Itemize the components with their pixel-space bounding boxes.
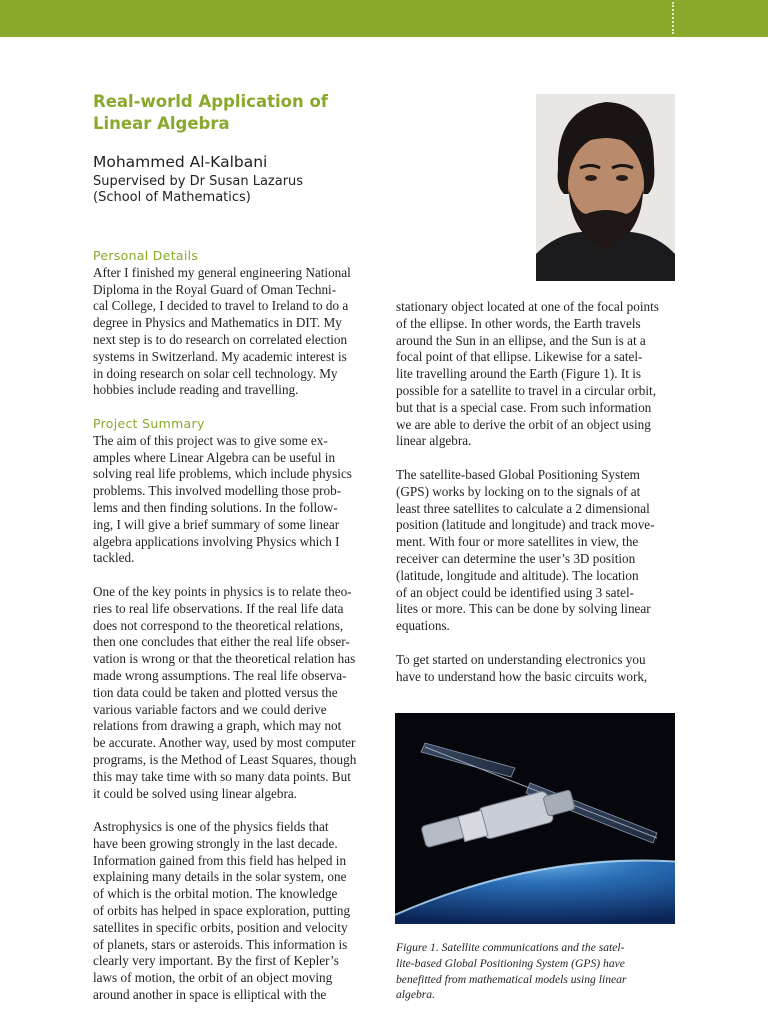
body-line: have been growing strongly in the last decade.	[93, 835, 338, 851]
body-line: algebra applications involving Physics which I	[93, 533, 340, 549]
body-line: problems. This involved modelling those prob-	[93, 483, 342, 499]
body-line: systems in Switzerland. My academic interest is	[93, 348, 347, 364]
body-line: stationary object located at one of the focal points	[396, 299, 659, 314]
header-dotted-rule	[672, 2, 676, 34]
caption-line: algebra.	[396, 988, 435, 1002]
author-name: Mohammed Al-Kalbani	[93, 153, 268, 171]
body-line: (latitude, longitude and altitude). The location	[396, 567, 639, 583]
body-line: lems and then finding solutions. In the follow-	[93, 499, 338, 515]
caption-line: benefitted from mathematical models using linear	[396, 972, 627, 986]
body-line: this may take time with so many data points. But	[93, 768, 351, 784]
body-line: be accurate. Another way, used by most computer	[93, 735, 356, 751]
author-portrait-image	[536, 94, 675, 281]
body-line: cal College, I decided to travel to Ireland to do a	[93, 298, 349, 314]
title-line: Linear Algebra	[93, 114, 230, 133]
body-line: clearly very important. By the first of Kepler’s	[93, 953, 339, 969]
body-line: equations.	[396, 618, 450, 634]
body-line: around the Sun in an ellipse, and the Sun is at a	[396, 332, 646, 348]
body-line: made wrong assumptions. The real life observa-	[93, 667, 347, 683]
body-line: linear algebra.	[396, 433, 472, 449]
body-line: we are able to derive the orbit of an object using	[396, 416, 651, 432]
body-line: relations from drawing a graph, which may not	[93, 718, 342, 734]
body-line: position (latitude and longitude) and track move-	[396, 517, 655, 533]
school-name: (School of Mathematics)	[93, 190, 251, 205]
body-line: but that is a special case. From such information	[396, 399, 652, 415]
body-line: Information gained from this field has helped in	[93, 852, 347, 868]
body-line: lite travelling around the Earth (Figure 1). It is	[396, 366, 641, 382]
body-line: around another in space is elliptical with the	[93, 987, 327, 1003]
body-line: ing, I will give a brief summary of some linear	[93, 516, 340, 532]
body-line: of planets, stars or asteroids. This information is	[93, 936, 348, 952]
body-line: amples where Linear Algebra can be useful in	[93, 449, 336, 465]
body-line: Astrophysics is one of the physics fields that	[93, 819, 329, 835]
body-line: ries to real life observations. If the real life data	[93, 600, 344, 616]
caption-line: lite-based Global Positioning System (GPS) have	[396, 956, 625, 970]
body-line: solving real life problems, which include physics	[93, 466, 352, 482]
satellite-image	[395, 713, 675, 924]
body-line: have to understand how the basic circuits work,	[396, 668, 648, 684]
caption-line: Figure 1. Satellite communications and the satel-	[396, 941, 625, 954]
title-line: Real-world Application of	[93, 92, 328, 111]
body-line: it could be solved using linear algebra.	[93, 785, 297, 801]
body-line: vation is wrong or that the theoretical relation has	[93, 651, 356, 667]
body-line: does not correspond to the theoretical relations,	[93, 617, 344, 633]
satellite-figure	[395, 713, 675, 924]
body-line: of the ellipse. In other words, the Earth travels	[396, 315, 641, 331]
body-line: receiver can determine the user’s 3D position	[396, 550, 636, 566]
body-line: next step is to do research on correlated election	[93, 331, 348, 347]
body-line: The satellite-based Global Positioning System	[396, 466, 640, 482]
body-line: (GPS) works by locking on to the signals of at	[396, 483, 641, 499]
header-bar	[0, 0, 768, 37]
section-heading-project-summary: Project Summary	[93, 415, 205, 431]
section-heading-personal-details: Personal Details	[93, 248, 199, 263]
body-line: To get started on understanding electronics you	[396, 651, 646, 667]
body-line: focal point of that ellipse. Likewise for a satel-	[396, 349, 643, 365]
supervisor: Supervised by Dr Susan Lazarus	[93, 174, 304, 189]
body-line: in doing research on solar cell technology. My	[93, 365, 338, 381]
body-line: explaining many details in the solar system, one	[93, 869, 347, 885]
body-line: tion data could be taken and plotted versus the	[93, 684, 338, 700]
body-line: satellites in specific orbits, position and velocity	[93, 919, 348, 935]
right-column	[396, 299, 676, 685]
body-line: hobbies include reading and travelling.	[93, 382, 299, 398]
body-line: of orbits has helped in space exploration, putting	[93, 903, 351, 919]
body-line: Diploma in the Royal Guard of Oman Techni-	[93, 281, 337, 297]
body-line: After I finished my general engineering National	[93, 264, 351, 280]
author-photo	[536, 94, 675, 281]
body-line: tackled.	[93, 550, 135, 566]
body-line: then one concludes that either the real life obser-	[93, 634, 350, 650]
left-column	[93, 248, 373, 1004]
figure-caption	[396, 940, 676, 1003]
body-line: degree in Physics and Mathematics in DIT. My	[93, 315, 342, 331]
body-line: ment. With four or more satellites in view, the	[396, 534, 639, 550]
body-line: of an object could be identified using 3 satel-	[396, 584, 635, 600]
body-line: One of the key points in physics is to relate theo-	[93, 583, 352, 599]
body-line: programs, is the Method of Least Squares, though	[93, 751, 357, 767]
body-line: laws of motion, the orbit of an object moving	[93, 970, 333, 986]
body-line: lites or more. This can be done by solving linear	[396, 601, 651, 617]
body-line: of which is the orbital motion. The knowledge	[93, 886, 338, 902]
body-line: The aim of this project was to give some ex-	[93, 432, 328, 448]
body-line: various variable factors and we could derive	[93, 701, 327, 717]
body-line: possible for a satellite to travel in a circular orbit,	[396, 382, 656, 398]
body-line: least three satellites to calculate a 2 dimensional	[396, 500, 650, 516]
article-title	[93, 91, 373, 135]
